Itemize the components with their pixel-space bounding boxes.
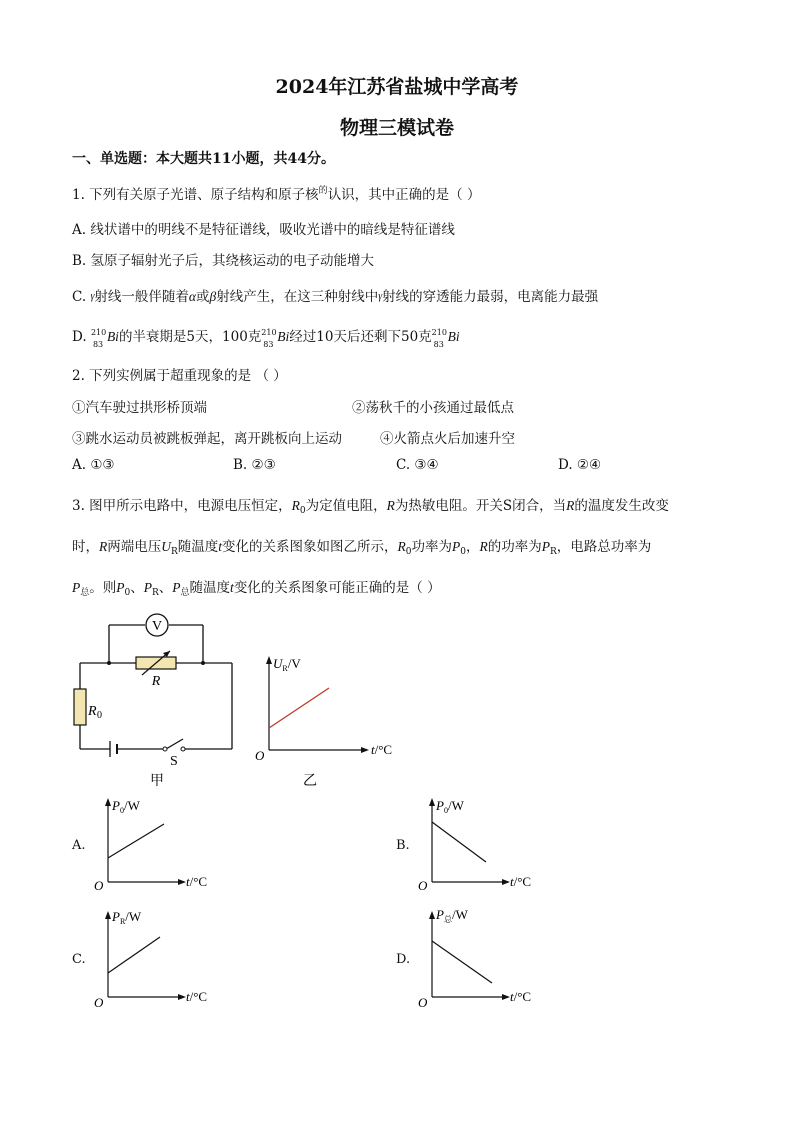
svg-text:t/°C: t/°C [510, 989, 532, 1004]
q1-stem: 1. 下列有关原子光谱、原子结构和原子核$^的$认识，其中正确的是（ ） [72, 186, 481, 203]
svg-text:V: V [151, 619, 163, 634]
q2-stem: 2. 下列实例属于超重现象的是 （ ） [72, 368, 287, 384]
q3-line-2: 时，R两端电压$U_R$随温度t变化的关系图象如图乙所示，$R_0$功率为$P_0$，R的功率为$P_R$，电路总功率为 [72, 539, 652, 557]
q2-option-a: A. ①③ [72, 457, 115, 473]
svg-text:P总/W: $P_总/W$ [436, 907, 468, 924]
svg-text:0: 0 [97, 710, 102, 721]
graph-option-a [88, 792, 248, 897]
exam-title: 2024年江苏省盐城中学高考 [275, 76, 519, 98]
graph-d-line [432, 941, 492, 983]
svg-text:R: R [151, 674, 161, 689]
svg-text:t/°C: t/°C [510, 874, 532, 889]
q3-line-1: 3. 图甲所示电路中，电源电压恒定，$R_0$为定值电阻，R为热敏电阻。开关S闭合，当R的温度发生改变 [72, 498, 669, 516]
svg-text:O: O [418, 995, 428, 1010]
q2-item-4: ④火箭点火后加速升空 [380, 431, 515, 447]
graph-yi-line [269, 688, 329, 728]
svg-text:PR/W: $P_R/W$ [112, 909, 142, 926]
circuit-caption: 甲 [150, 774, 164, 789]
q1-option-c: C. γ射线一般伴随着α或β射线产生，在这三种射线中γ射线的穿透能力最弱，电离能力最强 [72, 289, 599, 305]
q3-option-a-label: A. [72, 838, 86, 853]
section-heading: 一、单选题：本大题共11小题，共44分。 [72, 151, 335, 167]
svg-text:O: O [94, 878, 104, 893]
fixed-resistor-symbol [74, 689, 86, 725]
q1-option-d: D. 210 83 Bi的半衰期是5天，100克 210 83 Bi经过10天后还剩下50克 210 83 Bi [72, 327, 460, 349]
graph-option-b [412, 792, 572, 897]
svg-text:t/°C: t/°C [371, 742, 393, 757]
q2-option-d: D. ②④ [558, 457, 602, 473]
graph-option-c [88, 905, 248, 1013]
svg-text:t/°C: t/°C [186, 874, 208, 889]
q3-line-3: $P_总$。则$P_0$、$P_R$、$P_总$随温度t变化的关系图象可能正确的是（ ） [72, 580, 441, 598]
q1-option-a: A. 线状谱中的明线不是特征谱线，吸收光谱中的暗线是特征谱线 [72, 222, 455, 238]
svg-text:P0/W: $P_0/W$ [112, 798, 140, 815]
svg-text:UR/V: $U_R/V$ [273, 656, 301, 673]
svg-text:O: O [255, 748, 265, 763]
svg-text:O: O [94, 995, 104, 1010]
graph-yi [245, 650, 405, 790]
svg-text:t/°C: t/°C [186, 989, 208, 1004]
q3-option-d-label: D. [396, 952, 411, 967]
q3-option-b-label: B. [396, 838, 410, 853]
q1-option-b: B. 氢原子辐射光子后，其绕核运动的电子动能增大 [72, 253, 375, 269]
svg-text:O: O [418, 878, 428, 893]
graph-a-line [108, 824, 164, 858]
switch-label: S [170, 754, 178, 769]
graph-b-line [432, 822, 486, 862]
q2-item-3: ③跳水运动员被跳板弹起，离开跳板向上运动 [72, 431, 342, 447]
q3-option-c-label: C. [72, 952, 86, 967]
exam-subtitle: 物理三模试卷 [339, 117, 454, 139]
svg-text:P0/W: $P_0/W$ [436, 798, 464, 815]
circuit-diagram [60, 605, 260, 790]
svg-text:R: R [88, 704, 97, 719]
q2-item-2: ②荡秋千的小孩通过最低点 [352, 400, 514, 416]
graph-option-d [412, 903, 572, 1013]
svg-text:乙: 乙 [303, 774, 317, 789]
q2-option-b: B. ②③ [233, 457, 276, 473]
q2-item-1: ①汽车驶过拱形桥顶端 [72, 400, 207, 416]
q2-option-c: C. ③④ [396, 457, 439, 473]
graph-c-line [108, 937, 160, 973]
